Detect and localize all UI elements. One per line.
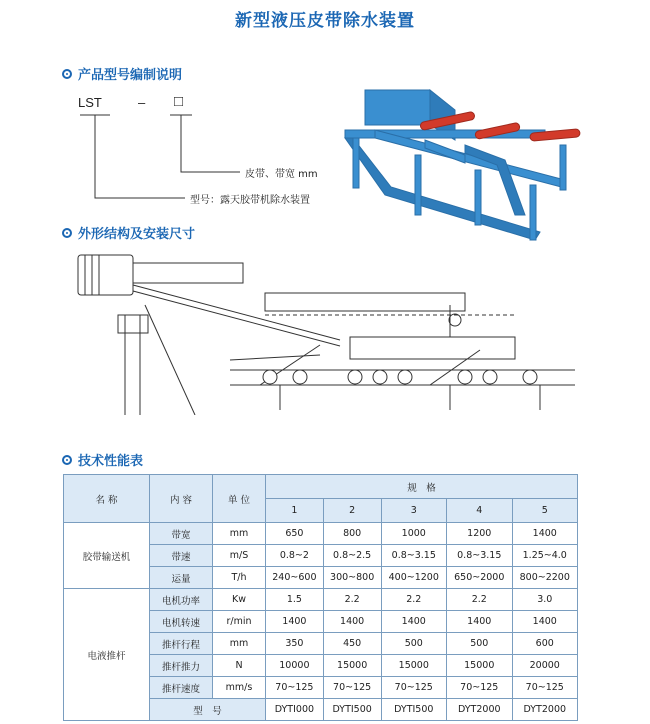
cell: 1400	[512, 523, 578, 545]
group-pusher: 电液推杆	[64, 589, 150, 721]
row-unit: T/h	[213, 567, 266, 589]
row-label: 电机转速	[150, 611, 213, 633]
row-label: 带宽	[150, 523, 213, 545]
section-structure-header	[62, 223, 195, 242]
model-note-bandwidth: 皮带、带宽 mm	[245, 169, 318, 180]
model-prefix: LST	[78, 95, 102, 110]
row-unit: N	[213, 655, 266, 677]
row-label: 推杆速度	[150, 677, 213, 699]
cell: 1400	[323, 611, 381, 633]
cell: 1400	[266, 611, 324, 633]
cell: 0.8~2.5	[323, 545, 381, 567]
row-unit: mm	[213, 523, 266, 545]
spec-table	[63, 474, 578, 721]
cell: 500	[447, 633, 512, 655]
model-box: □	[174, 93, 184, 110]
circle-bullet-icon	[62, 228, 72, 238]
cell: 1200	[447, 523, 512, 545]
cell: 70~125	[447, 677, 512, 699]
cell: 650	[266, 523, 324, 545]
row-unit: m/S	[213, 545, 266, 567]
header-spec: 规 格	[266, 475, 578, 499]
cell: 500	[381, 633, 446, 655]
cell: 1.5	[266, 589, 324, 611]
cell: 0.8~3.15	[447, 545, 512, 567]
cell: 450	[323, 633, 381, 655]
cell: 2.2	[323, 589, 381, 611]
cell: DYT2000	[447, 699, 512, 721]
page-title: 新型液压皮带除水装置	[235, 11, 415, 31]
cell: DYTI500	[323, 699, 381, 721]
cell: 800~2200	[512, 567, 578, 589]
section-performance-header	[62, 450, 143, 469]
circle-bullet-icon	[62, 455, 72, 465]
row-unit: Kw	[213, 589, 266, 611]
cell: 0.8~3.15	[381, 545, 446, 567]
cell: 15000	[381, 655, 446, 677]
cell: 0.8~2	[266, 545, 324, 567]
cell: 70~125	[266, 677, 324, 699]
cell: 2.2	[381, 589, 446, 611]
section-structure-title: 外形结构及安装尺寸	[78, 227, 196, 242]
cell: 650~2000	[447, 567, 512, 589]
row-label: 运量	[150, 567, 213, 589]
table-row	[64, 589, 578, 611]
row-label: 带速	[150, 545, 213, 567]
model-note-type: 型号：露天胶带机除水装置	[190, 195, 310, 206]
cell: 1.25~4.0	[512, 545, 578, 567]
cell: 15000	[447, 655, 512, 677]
header-col: 2	[323, 499, 381, 523]
cell: 400~1200	[381, 567, 446, 589]
row-unit: r/min	[213, 611, 266, 633]
cell: 240~600	[266, 567, 324, 589]
cell: 350	[266, 633, 324, 655]
cell: 2.2	[447, 589, 512, 611]
section-model-title: 产品型号编制说明	[78, 68, 183, 83]
cell: 1000	[381, 523, 446, 545]
cell: 1400	[381, 611, 446, 633]
header-col: 1	[266, 499, 324, 523]
row-label: 推杆推力	[150, 655, 213, 677]
model-dash: –	[138, 95, 146, 110]
row-label: 推杆行程	[150, 633, 213, 655]
cell: 70~125	[381, 677, 446, 699]
cell: 1400	[512, 611, 578, 633]
row-label-model: 型 号	[150, 699, 266, 721]
device-3d-illustration	[325, 85, 595, 245]
cell: DYTI000	[266, 699, 324, 721]
cell: 20000	[512, 655, 578, 677]
header-col: 3	[381, 499, 446, 523]
header-name: 名 称	[64, 475, 150, 523]
header-unit: 单 位	[213, 475, 266, 523]
header-col: 5	[512, 499, 578, 523]
header-col: 4	[447, 499, 512, 523]
row-label: 电机功率	[150, 589, 213, 611]
cell: 15000	[323, 655, 381, 677]
section-performance-title: 技术性能表	[78, 454, 144, 469]
cell: 10000	[266, 655, 324, 677]
cell: 70~125	[512, 677, 578, 699]
cell: DYT2000	[512, 699, 578, 721]
table-row	[64, 523, 578, 545]
row-unit: mm	[213, 633, 266, 655]
header-content: 内 容	[150, 475, 213, 523]
cell: 1400	[447, 611, 512, 633]
group-conveyor: 胶带输送机	[64, 523, 150, 589]
cell: DYTI500	[381, 699, 446, 721]
structure-technical-drawing	[70, 245, 580, 415]
row-unit: mm/s	[213, 677, 266, 699]
table-header-row	[64, 475, 578, 499]
cell: 70~125	[323, 677, 381, 699]
cell: 300~800	[323, 567, 381, 589]
cell: 3.0	[512, 589, 578, 611]
cell: 600	[512, 633, 578, 655]
cell: 800	[323, 523, 381, 545]
